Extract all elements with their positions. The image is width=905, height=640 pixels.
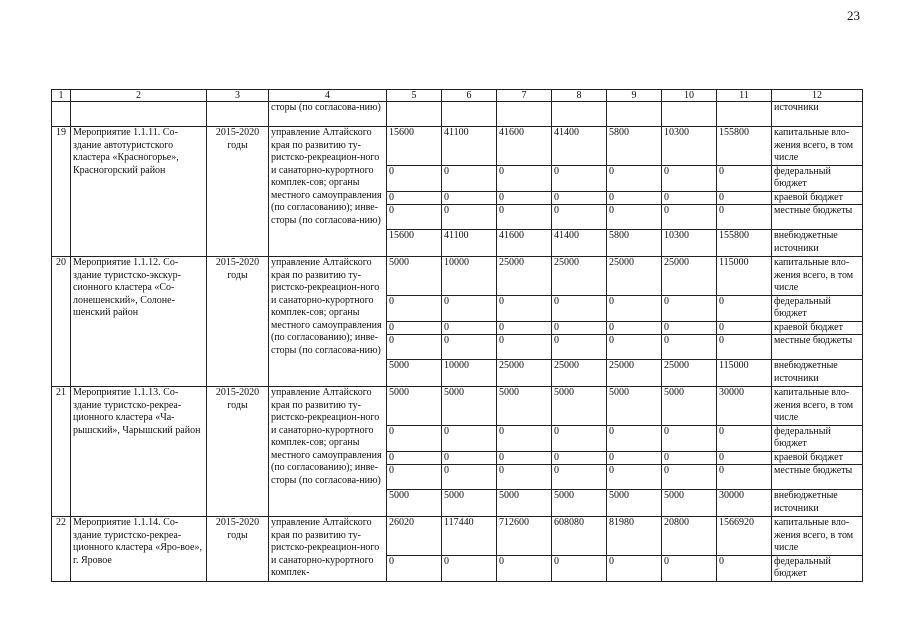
- value-cell-regional: 0: [387, 321, 442, 335]
- header-cell-3: 3: [207, 90, 269, 102]
- fund-source-total: капитальные вло-жения всего, в том числе: [772, 257, 863, 296]
- fund-source-regional: краевой бюджет: [772, 321, 863, 335]
- value-cell-extrabudget: 5000: [497, 490, 552, 517]
- years-cell: [207, 102, 269, 127]
- header-cell-1: 1: [52, 90, 71, 102]
- value-cell-extrabudget: 10300: [662, 230, 717, 257]
- header-cell-11: 11: [717, 90, 772, 102]
- value-cell-total: 712600: [497, 517, 552, 556]
- value-cell-extrabudget: 15600: [387, 230, 442, 257]
- value-cell-regional: 0: [662, 321, 717, 335]
- value-cell-local: 0: [387, 465, 442, 490]
- value-cell-regional: 0: [552, 191, 607, 205]
- value-cell-total: 26020: [387, 517, 442, 556]
- fund-source-local: местные бюджеты: [772, 205, 863, 230]
- value-cell-regional: 0: [442, 191, 497, 205]
- value-cell-local: 0: [387, 205, 442, 230]
- row-number-cell: 22: [52, 517, 71, 582]
- value-cell-local: 0: [717, 465, 772, 490]
- fund-source-local: местные бюджеты: [772, 335, 863, 360]
- value-cell-local: 0: [497, 335, 552, 360]
- activity-title-cell: Мероприятие 1.1.14. Со-здание туристско-рекреа-ционного кластера «Яро-вое», г. Яровое: [71, 517, 207, 582]
- value-cell-federal: 0: [442, 295, 497, 321]
- value-cell-regional: 0: [497, 191, 552, 205]
- value-cell-regional: 0: [387, 191, 442, 205]
- value-cell-local: 0: [387, 335, 442, 360]
- value-cell-regional: 0: [717, 191, 772, 205]
- title-cell: [71, 102, 207, 127]
- header-cell-12: 12: [772, 90, 863, 102]
- fund-source-extrabudget: внебюджетные источники: [772, 230, 863, 257]
- value-cell-total: 20800: [662, 517, 717, 556]
- executor-cell: управление Алтайского края по развитию ту-ристско-рекреацион-ного и санаторно-курортного комплек-: [269, 517, 387, 582]
- value-cell: [442, 102, 497, 127]
- executor-cell: управление Алтайского края по развитию ту-ристско-рекреацион-ного и санаторно-курортного комплек-сов; органы местного самоуправления (по согласованию); инве-сторы (по согласова-нию): [269, 127, 387, 257]
- value-cell-extrabudget: 155800: [717, 230, 772, 257]
- fund-source-total: капитальные вло-жения всего, в том числе: [772, 517, 863, 556]
- value-cell-extrabudget: 30000: [717, 490, 772, 517]
- fund-source-cell: источники: [772, 102, 863, 127]
- value-cell-extrabudget: 41400: [552, 230, 607, 257]
- value-cell-extrabudget: 25000: [552, 360, 607, 387]
- value-cell-total: 5800: [607, 127, 662, 166]
- value-cell-extrabudget: 10000: [442, 360, 497, 387]
- program-activities-table: [51, 89, 863, 582]
- value-cell-federal: 0: [497, 425, 552, 451]
- num-cell: [52, 102, 71, 127]
- value-cell-extrabudget: 115000: [717, 360, 772, 387]
- value-cell-federal: 0: [607, 555, 662, 581]
- value-cell-federal: 0: [717, 295, 772, 321]
- value-cell-total: 5000: [387, 387, 442, 426]
- value-cell-federal: 0: [497, 555, 552, 581]
- value-cell-local: 0: [662, 335, 717, 360]
- value-cell-federal: 0: [662, 295, 717, 321]
- value-cell-total: 25000: [662, 257, 717, 296]
- value-cell-total: 15600: [387, 127, 442, 166]
- value-cell-total: 41100: [442, 127, 497, 166]
- value-cell-total: 25000: [552, 257, 607, 296]
- value-cell-local: 0: [497, 205, 552, 230]
- period-cell: 2015-2020 годы: [207, 387, 269, 517]
- value-cell-federal: 0: [552, 555, 607, 581]
- value-cell-local: 0: [717, 335, 772, 360]
- value-cell-federal: 0: [442, 555, 497, 581]
- activity-title-cell: Мероприятие 1.1.13. Со-здание туристско-рекреа-ционного кластера «Ча-рышский», Чарышский район: [71, 387, 207, 517]
- fund-source-total: капитальные вло-жения всего, в том числе: [772, 127, 863, 166]
- value-cell-federal: 0: [552, 295, 607, 321]
- value-cell-total: 5000: [552, 387, 607, 426]
- period-cell: 2015-2020 годы: [207, 257, 269, 387]
- value-cell-extrabudget: 25000: [607, 360, 662, 387]
- value-cell-extrabudget: 5000: [387, 360, 442, 387]
- value-cell-regional: 0: [552, 321, 607, 335]
- value-cell-total: 25000: [607, 257, 662, 296]
- value-cell-local: 0: [552, 465, 607, 490]
- fund-source-federal: федеральный бюджет: [772, 425, 863, 451]
- fund-source-federal: федеральный бюджет: [772, 555, 863, 581]
- fund-source-total: капитальные вло-жения всего, в том числе: [772, 387, 863, 426]
- value-cell-regional: 0: [552, 451, 607, 465]
- value-cell-federal: 0: [717, 555, 772, 581]
- header-cell-8: 8: [552, 90, 607, 102]
- value-cell-local: 0: [717, 205, 772, 230]
- value-cell-federal: 0: [662, 555, 717, 581]
- value-cell-total: 10300: [662, 127, 717, 166]
- activity-title-cell: Мероприятие 1.1.11. Со-здание автотуристского кластера «Красногорье», Красногорский район: [71, 127, 207, 257]
- value-cell-federal: 0: [607, 165, 662, 191]
- value-cell-total: 5000: [662, 387, 717, 426]
- value-cell-federal: 0: [442, 165, 497, 191]
- value-cell-total: 117440: [442, 517, 497, 556]
- value-cell-federal: 0: [662, 425, 717, 451]
- value-cell: [552, 102, 607, 127]
- page-number: 23: [847, 8, 860, 23]
- value-cell-federal: 0: [607, 295, 662, 321]
- value-cell-regional: 0: [717, 321, 772, 335]
- fund-source-federal: федеральный бюджет: [772, 295, 863, 321]
- value-cell-regional: 0: [442, 321, 497, 335]
- period-cell: 2015-2020 годы: [207, 127, 269, 257]
- header-cell-10: 10: [662, 90, 717, 102]
- value-cell-extrabudget: 5000: [442, 490, 497, 517]
- value-cell: [387, 102, 442, 127]
- value-cell-local: 0: [442, 465, 497, 490]
- value-cell-total: 155800: [717, 127, 772, 166]
- table-header-row: [52, 90, 863, 102]
- value-cell-local: 0: [607, 205, 662, 230]
- value-cell-local: 0: [607, 465, 662, 490]
- value-cell-regional: 0: [662, 451, 717, 465]
- value-cell-federal: 0: [607, 425, 662, 451]
- value-cell-extrabudget: 41100: [442, 230, 497, 257]
- value-cell-total: 30000: [717, 387, 772, 426]
- value-cell-local: 0: [442, 205, 497, 230]
- value-cell-extrabudget: 5000: [662, 490, 717, 517]
- value-cell-total: 5000: [442, 387, 497, 426]
- value-cell-regional: 0: [717, 451, 772, 465]
- value-cell-local: 0: [442, 335, 497, 360]
- row-number-cell: 20: [52, 257, 71, 387]
- value-cell-local: 0: [607, 335, 662, 360]
- value-cell-total: 41600: [497, 127, 552, 166]
- value-cell-extrabudget: 5000: [607, 490, 662, 517]
- value-cell-federal: 0: [387, 295, 442, 321]
- value-cell: [497, 102, 552, 127]
- value-cell-total: 5000: [387, 257, 442, 296]
- value-cell-total: 10000: [442, 257, 497, 296]
- value-cell-total: 5000: [497, 387, 552, 426]
- executor-cell: управление Алтайского края по развитию ту-ристско-рекреацион-ного и санаторно-курортного комплек-сов; органы местного самоуправления (по согласованию); инве-сторы (по согласова-нию): [269, 387, 387, 517]
- value-cell-local: 0: [662, 205, 717, 230]
- value-cell-regional: 0: [607, 451, 662, 465]
- value-cell-federal: 0: [497, 165, 552, 191]
- header-cell-9: 9: [607, 90, 662, 102]
- value-cell-local: 0: [552, 205, 607, 230]
- table-row: [52, 257, 863, 296]
- value-cell-total: 608080: [552, 517, 607, 556]
- table-row: [52, 127, 863, 166]
- value-cell-total: 1566920: [717, 517, 772, 556]
- fund-source-federal: федеральный бюджет: [772, 165, 863, 191]
- value-cell-federal: 0: [717, 425, 772, 451]
- value-cell-federal: 0: [387, 165, 442, 191]
- value-cell-local: 0: [662, 465, 717, 490]
- row-number-cell: 19: [52, 127, 71, 257]
- value-cell-federal: 0: [717, 165, 772, 191]
- value-cell: [607, 102, 662, 127]
- fund-source-regional: краевой бюджет: [772, 451, 863, 465]
- value-cell-extrabudget: 25000: [662, 360, 717, 387]
- value-cell-total: 5000: [607, 387, 662, 426]
- value-cell-federal: 0: [662, 165, 717, 191]
- fund-source-extrabudget: внебюджетные источники: [772, 360, 863, 387]
- value-cell-regional: 0: [607, 321, 662, 335]
- header-cell-5: 5: [387, 90, 442, 102]
- value-cell-total: 41400: [552, 127, 607, 166]
- value-cell-local: 0: [497, 465, 552, 490]
- value-cell-total: 115000: [717, 257, 772, 296]
- value-cell-regional: 0: [497, 321, 552, 335]
- row-number-cell: 21: [52, 387, 71, 517]
- continuation-row: [52, 102, 863, 127]
- executor-cell: управление Алтайского края по развитию ту-ристско-рекреацион-ного и санаторно-курортного комплек-сов; органы местного самоуправления (по согласованию); инве-сторы (по согласова-нию): [269, 257, 387, 387]
- value-cell-federal: 0: [387, 425, 442, 451]
- value-cell-extrabudget: 5800: [607, 230, 662, 257]
- value-cell-federal: 0: [442, 425, 497, 451]
- value-cell-regional: 0: [662, 191, 717, 205]
- value-cell-federal: 0: [387, 555, 442, 581]
- value-cell-total: 81980: [607, 517, 662, 556]
- table-row: [52, 387, 863, 426]
- period-cell: 2015-2020 годы: [207, 517, 269, 582]
- value-cell: [717, 102, 772, 127]
- fund-source-extrabudget: внебюджетные источники: [772, 490, 863, 517]
- fund-source-regional: краевой бюджет: [772, 191, 863, 205]
- value-cell-federal: 0: [497, 295, 552, 321]
- value-cell-regional: 0: [607, 191, 662, 205]
- value-cell-extrabudget: 5000: [552, 490, 607, 517]
- fund-source-local: местные бюджеты: [772, 465, 863, 490]
- header-cell-4: 4: [269, 90, 387, 102]
- value-cell-regional: 0: [442, 451, 497, 465]
- header-cell-2: 2: [71, 90, 207, 102]
- value-cell-regional: 0: [387, 451, 442, 465]
- value-cell-local: 0: [552, 335, 607, 360]
- executor-cell: сторы (по согласова-нию): [269, 102, 387, 127]
- value-cell-regional: 0: [497, 451, 552, 465]
- value-cell-federal: 0: [552, 425, 607, 451]
- header-cell-7: 7: [497, 90, 552, 102]
- table-row: [52, 517, 863, 556]
- value-cell-extrabudget: 25000: [497, 360, 552, 387]
- value-cell: [662, 102, 717, 127]
- header-cell-6: 6: [442, 90, 497, 102]
- value-cell-extrabudget: 41600: [497, 230, 552, 257]
- value-cell-extrabudget: 5000: [387, 490, 442, 517]
- value-cell-federal: 0: [552, 165, 607, 191]
- activity-title-cell: Мероприятие 1.1.12. Со-здание туристско-экскур-сионного кластера «Со-лонешенский», Солоне-шенский район: [71, 257, 207, 387]
- value-cell-total: 25000: [497, 257, 552, 296]
